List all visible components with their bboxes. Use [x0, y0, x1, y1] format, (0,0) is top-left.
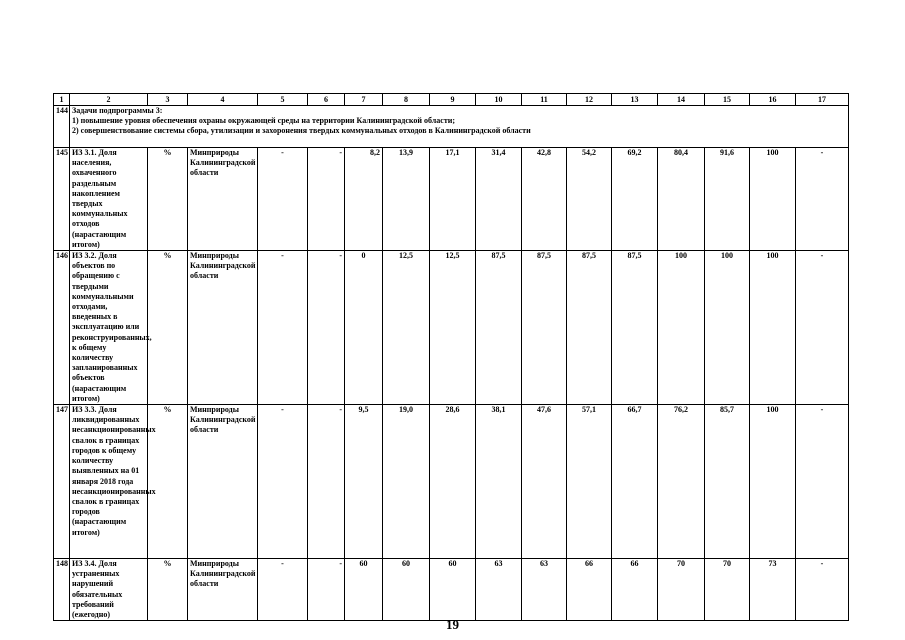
value-cell: 100	[705, 251, 750, 405]
value-cell: 12,5	[383, 251, 430, 405]
column-header: 14	[658, 94, 705, 106]
column-header: 4	[188, 94, 258, 106]
column-header: 7	[345, 94, 383, 106]
page-number: 19	[446, 617, 459, 632]
agency-cell: Минприроды Калининградской области	[188, 559, 258, 621]
value-cell: -	[308, 559, 345, 621]
value-cell: 100	[750, 251, 796, 405]
value-cell: 63	[476, 559, 522, 621]
column-header: 9	[430, 94, 476, 106]
value-cell: 73	[750, 559, 796, 621]
task-description	[70, 106, 849, 148]
table-row	[54, 559, 849, 621]
task-line: Задачи подпрограммы 3:	[72, 106, 163, 115]
indicator-name: ИЗ 3.4. Доля устраненных нарушений обязательных требований (ежегодно)	[70, 559, 148, 621]
header-row	[54, 94, 849, 106]
column-header: 11	[522, 94, 567, 106]
value-cell: -	[796, 251, 849, 405]
indicator-name: ИЗ 3.1. Доля населения, охваченного раздельным накоплением твердых коммунальных отходов (нарастающим итогом)	[70, 148, 148, 251]
value-cell: 17,1	[430, 148, 476, 251]
row-number: 147	[54, 405, 70, 559]
value-cell: 9,5	[345, 405, 383, 559]
value-cell: 19,0	[383, 405, 430, 559]
column-header: 5	[258, 94, 308, 106]
value-cell: 66,7	[612, 405, 658, 559]
value-cell: 47,6	[522, 405, 567, 559]
value-cell: -	[308, 251, 345, 405]
task-line: 2) совершенствование системы сбора, утилизации и захоронения твердых коммунальных отходов в Калининградской области	[72, 126, 531, 136]
unit-cell: %	[148, 405, 188, 559]
value-cell: 31,4	[476, 148, 522, 251]
column-header: 10	[476, 94, 522, 106]
value-cell: 54,2	[567, 148, 612, 251]
column-header: 13	[612, 94, 658, 106]
value-cell: 63	[522, 559, 567, 621]
value-cell: 87,5	[476, 251, 522, 405]
row-number: 146	[54, 251, 70, 405]
task-row	[54, 106, 849, 148]
column-header: 17	[796, 94, 849, 106]
value-cell: 100	[750, 148, 796, 251]
value-cell: 0	[345, 251, 383, 405]
column-header: 2	[70, 94, 148, 106]
value-cell: -	[796, 148, 849, 251]
column-header: 6	[308, 94, 345, 106]
row-number: 148	[54, 559, 70, 621]
column-header: 12	[567, 94, 612, 106]
value-cell: 69,2	[612, 148, 658, 251]
value-cell: 70	[658, 559, 705, 621]
value-cell: -	[796, 559, 849, 621]
value-cell: -	[258, 251, 308, 405]
column-header: 8	[383, 94, 430, 106]
unit-cell: %	[148, 251, 188, 405]
table-row	[54, 148, 849, 251]
value-cell: 57,1	[567, 405, 612, 559]
value-cell: 100	[658, 251, 705, 405]
value-cell: 87,5	[522, 251, 567, 405]
value-cell: -	[258, 559, 308, 621]
agency-cell: Минприроды Калининградской области	[188, 148, 258, 251]
value-cell: -	[308, 148, 345, 251]
value-cell: 100	[750, 405, 796, 559]
value-cell: 28,6	[430, 405, 476, 559]
indicators-table	[53, 93, 849, 621]
agency-cell: Минприроды Калининградской области	[188, 405, 258, 559]
table-row	[54, 405, 849, 559]
value-cell: 66	[612, 559, 658, 621]
value-cell: 85,7	[705, 405, 750, 559]
value-cell: 91,6	[705, 148, 750, 251]
value-cell: -	[258, 405, 308, 559]
value-cell: 12,5	[430, 251, 476, 405]
row-number: 145	[54, 148, 70, 251]
column-header: 1	[54, 94, 70, 106]
column-header: 3	[148, 94, 188, 106]
value-cell: 70	[705, 559, 750, 621]
agency-cell: Минприроды Калининградской области	[188, 251, 258, 405]
value-cell: -	[308, 405, 345, 559]
value-cell: 13,9	[383, 148, 430, 251]
value-cell: 60	[345, 559, 383, 621]
value-cell: 87,5	[612, 251, 658, 405]
value-cell: 60	[383, 559, 430, 621]
indicator-name: ИЗ 3.3. Доля ликвидированных несанкционированных свалок в границах городов к общему количеству выявленных на 01 января 2018 года несанкционированных свалок в границах городов (нарастающим итогом)	[70, 405, 148, 559]
value-cell: 42,8	[522, 148, 567, 251]
value-cell: -	[796, 405, 849, 559]
value-cell: 8,2	[345, 148, 383, 251]
value-cell: 87,5	[567, 251, 612, 405]
indicator-name: ИЗ 3.2. Доля объектов по обращению с твердыми коммунальными отходами, введенных в эксплуатацию или реконструированных, к общему количеству запланированных объектов (нарастающим итогом)	[70, 251, 148, 405]
unit-cell: %	[148, 559, 188, 621]
value-cell: 80,4	[658, 148, 705, 251]
value-cell: -	[258, 148, 308, 251]
value-cell: 38,1	[476, 405, 522, 559]
unit-cell: %	[148, 148, 188, 251]
task-line: 1) повышение уровня обеспечения охраны окружающей среды на территории Калининградской области;	[72, 116, 456, 126]
column-header: 16	[750, 94, 796, 106]
table-row	[54, 251, 849, 405]
value-cell: 66	[567, 559, 612, 621]
column-header: 15	[705, 94, 750, 106]
row-number: 144	[54, 106, 70, 148]
value-cell: 60	[430, 559, 476, 621]
value-cell: 76,2	[658, 405, 705, 559]
